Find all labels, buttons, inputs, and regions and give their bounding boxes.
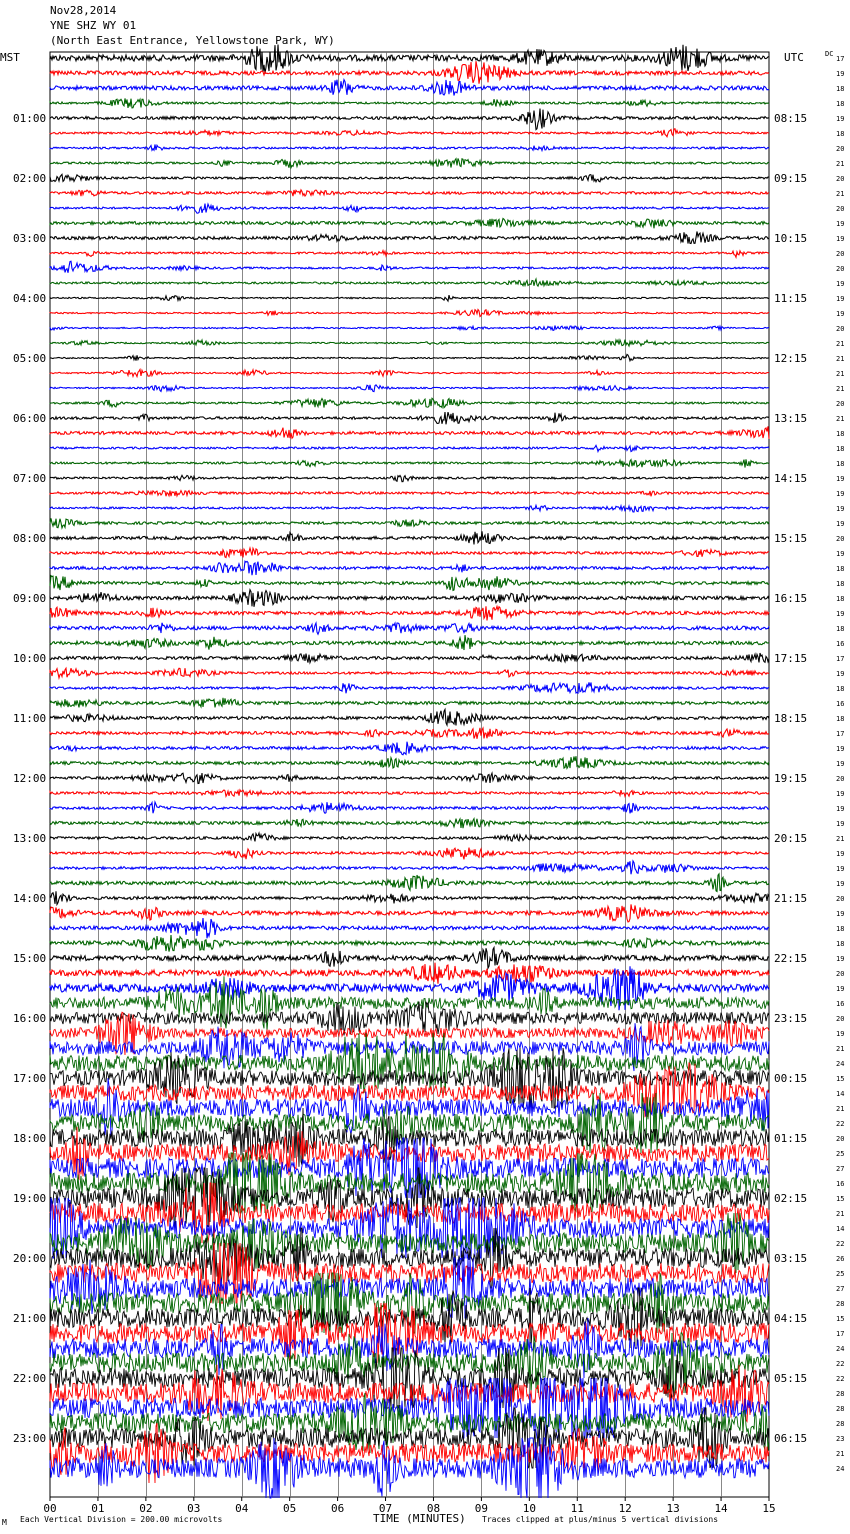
- x-tick-label: 13: [666, 1502, 680, 1515]
- dc-offset-value: 18: [836, 625, 845, 633]
- trace-line: [50, 219, 769, 229]
- dc-offset-value: 28: [836, 1420, 845, 1428]
- dc-offset-value: 21: [836, 340, 845, 348]
- x-tick-label: 02: [139, 1502, 153, 1515]
- right-hour-label: 14:15: [774, 472, 808, 485]
- right-hour-label: 23:15: [774, 1012, 808, 1025]
- trace-line: [50, 531, 769, 544]
- trace-line: [50, 918, 769, 938]
- trace-line: [50, 326, 769, 331]
- dc-offset-value: 19: [836, 1030, 845, 1038]
- dc-offset-value: 27: [836, 1285, 845, 1293]
- dc-offset-value: 15: [836, 1315, 845, 1323]
- dc-offset-value: 19: [836, 805, 845, 813]
- dc-offset-value: 18: [836, 595, 845, 603]
- dc-offset-value: 19: [836, 70, 845, 78]
- trace-line: [50, 891, 769, 904]
- dc-offset-value: 20: [836, 970, 845, 978]
- dc-offset-value: 19: [836, 670, 845, 678]
- dc-offset-value: 20: [836, 1135, 845, 1143]
- dc-offset-value: 19: [836, 985, 845, 993]
- x-tick-label: 12: [618, 1502, 632, 1515]
- left-hour-label: 11:00: [13, 712, 47, 725]
- dc-offset-value: 20: [836, 265, 845, 273]
- trace-line: [50, 445, 769, 451]
- dc-offset-value: 19: [836, 115, 845, 123]
- dc-offset-value: 19: [836, 865, 845, 873]
- right-hour-label: 04:15: [774, 1312, 808, 1325]
- trace-line: [50, 561, 769, 575]
- dc-offset-value: 21: [836, 385, 845, 393]
- dc-offset-value: 19: [836, 820, 845, 828]
- trace-line: [50, 370, 769, 377]
- dc-offset-value: 21: [836, 1450, 845, 1458]
- trace-line: [50, 635, 769, 650]
- dc-offset-value: 18: [836, 100, 845, 108]
- trace-line: [50, 606, 769, 620]
- trace-line: [50, 475, 769, 481]
- dc-offset-value: 18: [836, 580, 845, 588]
- left-hour-label: 05:00: [13, 352, 47, 365]
- left-hour-label: 23:00: [13, 1432, 47, 1445]
- left-hour-label: 15:00: [13, 952, 47, 965]
- right-timezone-label: UTC: [784, 51, 804, 64]
- trace-line: [50, 232, 769, 244]
- dc-offset-value: 21: [836, 190, 845, 198]
- trace-line: [50, 251, 769, 258]
- right-hour-label: 06:15: [774, 1432, 808, 1445]
- dc-offset-value: 19: [836, 745, 845, 753]
- dc-offset-value: 26: [836, 1255, 845, 1263]
- dc-offset-value: 19: [836, 910, 845, 918]
- trace-line: [50, 728, 769, 739]
- trace-line: [50, 310, 769, 317]
- dc-offset-value: 18: [836, 445, 845, 453]
- left-hour-label: 06:00: [13, 412, 47, 425]
- dc-offset-value: 22: [836, 1375, 845, 1383]
- dc-offset-value: 20: [836, 250, 845, 258]
- dc-offset-value: 24: [836, 1060, 845, 1068]
- corner-mark: M: [2, 1518, 7, 1527]
- dc-offset-value: 17: [836, 655, 845, 663]
- dc-offset-value: 20: [836, 895, 845, 903]
- dc-offset-value: 16: [836, 640, 845, 648]
- trace-line: [50, 158, 769, 167]
- trace-line: [50, 576, 769, 591]
- dc-offset-value: 19: [836, 280, 845, 288]
- right-hour-label: 02:15: [774, 1192, 808, 1205]
- dc-label: DC: [825, 50, 834, 58]
- dc-offset-value: 28: [836, 1300, 845, 1308]
- right-hour-label: 16:15: [774, 592, 808, 605]
- right-hour-label: 20:15: [774, 832, 808, 845]
- trace-line: [50, 773, 769, 783]
- left-hour-label: 20:00: [13, 1252, 47, 1265]
- trace-line: [50, 709, 769, 725]
- left-hour-label: 08:00: [13, 532, 47, 545]
- trace-line: [50, 505, 769, 512]
- right-hour-label: 11:15: [774, 292, 808, 305]
- dc-offset-value: 25: [836, 1270, 845, 1278]
- left-hour-label: 01:00: [13, 112, 47, 125]
- trace-line: [50, 756, 769, 768]
- trace-line: [50, 848, 769, 860]
- trace-line: [50, 833, 769, 841]
- trace-line: [50, 385, 769, 392]
- dc-offset-value: 19: [836, 790, 845, 798]
- dc-offset-value: 22: [836, 1240, 845, 1248]
- dc-offset-value: 22: [836, 1360, 845, 1368]
- right-hour-label: 12:15: [774, 352, 808, 365]
- dc-offset-value: 19: [836, 610, 845, 618]
- x-tick-label: 10: [522, 1502, 536, 1515]
- dc-offset-value: 28: [836, 1405, 845, 1413]
- dc-offset-value: 20: [836, 400, 845, 408]
- dc-offset-value: 19: [836, 295, 845, 303]
- trace-line: [50, 398, 769, 407]
- trace-line: [50, 819, 769, 829]
- trace-line: [50, 874, 769, 892]
- trace-line: [50, 1093, 769, 1153]
- dc-offset-value: 23: [836, 1435, 845, 1443]
- dc-offset-value: 21: [836, 1105, 845, 1113]
- dc-offset-value: 19: [836, 310, 845, 318]
- trace-line: [50, 491, 769, 497]
- dc-offset-value: 17: [836, 730, 845, 738]
- dc-offset-value: 14: [836, 1090, 845, 1098]
- dc-offset-value: 21: [836, 1210, 845, 1218]
- right-hour-label: 15:15: [774, 532, 808, 545]
- right-hour-label: 18:15: [774, 712, 808, 725]
- right-hour-label: 10:15: [774, 232, 808, 245]
- seismic-traces: [50, 45, 769, 1499]
- left-hour-labels: [13, 112, 46, 1445]
- dc-offset-value: 20: [836, 1015, 845, 1023]
- left-hour-label: 03:00: [13, 232, 47, 245]
- trace-line: [50, 948, 769, 969]
- right-hour-label: 01:15: [774, 1132, 808, 1145]
- trace-line: [50, 80, 769, 96]
- dc-offset-value: 19: [836, 475, 845, 483]
- left-hour-label: 04:00: [13, 292, 47, 305]
- trace-line: [50, 412, 769, 424]
- dc-offset-value: 18: [836, 130, 845, 138]
- trace-line: [50, 548, 769, 557]
- trace-line: [50, 45, 769, 74]
- trace-line: [50, 790, 769, 797]
- right-hour-label: 09:15: [774, 172, 808, 185]
- dc-offset-value: 21: [836, 415, 845, 423]
- x-tick-label: 11: [570, 1502, 584, 1515]
- scale-note: Each Vertical Division = 200.00 microvolts: [20, 1515, 223, 1524]
- right-hour-label: 03:15: [774, 1252, 808, 1265]
- trace-line: [50, 861, 769, 874]
- x-tick-label: 01: [91, 1502, 105, 1515]
- dc-offset-value: 18: [836, 940, 845, 948]
- x-tick-label: 09: [474, 1502, 489, 1515]
- left-hour-label: 10:00: [13, 652, 47, 665]
- trace-line: [50, 109, 769, 130]
- trace-line: [50, 61, 769, 83]
- header-station: YNE SHZ WY 01: [50, 19, 137, 32]
- dc-offset-value: 15: [836, 1075, 845, 1083]
- dc-offset-value: 15: [836, 1195, 845, 1203]
- x-tick-label: 03: [187, 1502, 201, 1515]
- x-tick-label: 00: [43, 1502, 57, 1515]
- dc-offset-value: 16: [836, 700, 845, 708]
- dc-offset-value: 20: [836, 205, 845, 213]
- dc-offset-value: 18: [836, 565, 845, 573]
- trace-line: [50, 963, 769, 984]
- left-hour-label: 14:00: [13, 892, 47, 905]
- dc-offset-value: 14: [836, 1225, 845, 1233]
- dc-offset-value: 17: [836, 55, 845, 63]
- trace-line: [50, 354, 769, 360]
- right-hour-label: 13:15: [774, 412, 808, 425]
- left-hour-label: 22:00: [13, 1372, 47, 1385]
- dc-offset-value: 17: [836, 1330, 845, 1338]
- left-hour-label: 16:00: [13, 1012, 47, 1025]
- right-hour-label: 19:15: [774, 772, 808, 785]
- trace-line: [50, 295, 769, 301]
- trace-line: [50, 459, 769, 467]
- trace-line: [50, 190, 769, 196]
- trace-line: [50, 340, 769, 346]
- right-hour-label: 22:15: [774, 952, 808, 965]
- dc-offset-value: 25: [836, 1150, 845, 1158]
- right-hour-label: 17:15: [774, 652, 808, 665]
- dc-offset-value: 19: [836, 490, 845, 498]
- left-hour-label: 21:00: [13, 1312, 47, 1325]
- dc-offset-value: 19: [836, 220, 845, 228]
- right-hour-labels: [774, 112, 807, 1445]
- dc-offset-value: 18: [836, 925, 845, 933]
- left-hour-label: 17:00: [13, 1072, 47, 1085]
- dc-offset-value: 21: [836, 160, 845, 168]
- left-hour-label: 19:00: [13, 1192, 47, 1205]
- dc-offset-labels: [836, 55, 844, 1473]
- left-hour-label: 07:00: [13, 472, 47, 485]
- x-tick-label: 14: [714, 1502, 728, 1515]
- dc-offset-value: 19: [836, 880, 845, 888]
- x-tick-label: 15: [762, 1502, 776, 1515]
- trace-line: [50, 742, 769, 755]
- dc-offset-value: 16: [836, 1000, 845, 1008]
- trace-line: [50, 145, 769, 151]
- dc-offset-value: 19: [836, 505, 845, 513]
- x-tick-label: 05: [283, 1502, 297, 1515]
- left-hour-label: 18:00: [13, 1132, 47, 1145]
- trace-line: [50, 518, 769, 528]
- dc-offset-value: 20: [836, 775, 845, 783]
- right-hour-label: 21:15: [774, 892, 808, 905]
- right-hour-label: 00:15: [774, 1072, 808, 1085]
- trace-line: [50, 935, 769, 952]
- x-tick-label: 07: [378, 1502, 393, 1515]
- dc-offset-value: 19: [836, 955, 845, 963]
- dc-offset-value: 21: [836, 370, 845, 378]
- trace-line: [50, 204, 769, 214]
- left-hour-label: 09:00: [13, 592, 47, 605]
- trace-line: [50, 261, 769, 273]
- dc-offset-value: 20: [836, 535, 845, 543]
- x-tick-label: 08: [426, 1502, 441, 1515]
- dc-offset-value: 24: [836, 1345, 845, 1353]
- trace-line: [50, 98, 769, 108]
- dc-offset-value: 20: [836, 325, 845, 333]
- right-hour-label: 05:15: [774, 1372, 808, 1385]
- dc-offset-value: 24: [836, 1465, 845, 1473]
- dc-offset-value: 19: [836, 760, 845, 768]
- dc-offset-value: 19: [836, 850, 845, 858]
- left-timezone-label: MST: [0, 51, 20, 64]
- trace-line: [50, 682, 769, 693]
- dc-offset-value: 27: [836, 1165, 845, 1173]
- dc-offset-value: 19: [836, 520, 845, 528]
- dc-offset-value: 18: [836, 430, 845, 438]
- dc-offset-value: 16: [836, 1180, 845, 1188]
- trace-line: [50, 802, 769, 813]
- dc-offset-value: 21: [836, 835, 845, 843]
- dc-offset-value: 21: [836, 1045, 845, 1053]
- trace-line: [50, 668, 769, 678]
- trace-line: [50, 590, 769, 607]
- trace-line: [50, 623, 769, 634]
- trace-line: [50, 174, 769, 181]
- dc-offset-value: 28: [836, 1390, 845, 1398]
- trace-line: [50, 653, 769, 663]
- right-hour-label: 08:15: [774, 112, 808, 125]
- x-tick-label: 04: [235, 1502, 249, 1515]
- dc-offset-value: 19: [836, 235, 845, 243]
- trace-line: [50, 698, 769, 708]
- dc-offset-value: 20: [836, 145, 845, 153]
- dc-offset-value: 18: [836, 715, 845, 723]
- header-location: (North East Entrance, Yellowstone Park, WY): [50, 34, 335, 47]
- clip-note: Traces clipped at plus/minus 5 vertical divisions: [482, 1515, 719, 1524]
- dc-offset-value: 19: [836, 550, 845, 558]
- dc-offset-value: 21: [836, 355, 845, 363]
- x-tick-label: 06: [330, 1502, 345, 1515]
- dc-offset-value: 18: [836, 85, 845, 93]
- trace-line: [50, 904, 769, 922]
- trace-line: [50, 279, 769, 286]
- trace-line: [50, 426, 769, 439]
- trace-line: [50, 129, 769, 137]
- dc-offset-value: 22: [836, 1120, 845, 1128]
- left-hour-label: 13:00: [13, 832, 47, 845]
- dc-offset-value: 18: [836, 460, 845, 468]
- left-hour-label: 12:00: [13, 772, 47, 785]
- dc-offset-value: 20: [836, 175, 845, 183]
- x-axis-title: TIME (MINUTES): [373, 1512, 466, 1525]
- dc-offset-value: 18: [836, 685, 845, 693]
- left-hour-label: 02:00: [13, 172, 47, 185]
- header-date: Nov28,2014: [50, 4, 117, 17]
